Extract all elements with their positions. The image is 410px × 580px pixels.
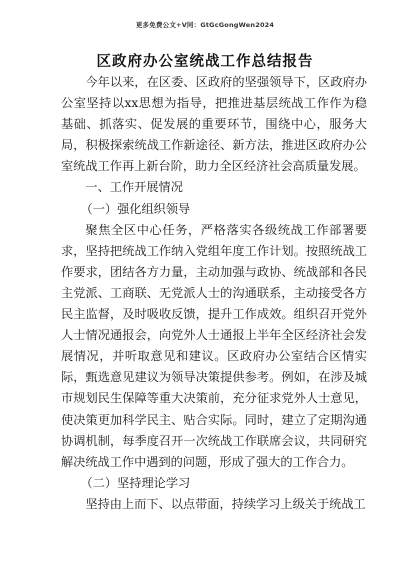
body-paragraph: 聚焦全区中心任务，严格落实各级统战工作部署要求，坚持把统战工作纳入党组年度工作计划。按照统战工作要求，团结各方力量，主动加强与政协、统战部和各民主党派、工商联、无党派人士的沟通联系，主动接受各方民主监督，及时吸收反馈，提升工作成效。组织召开党外人士情况通报会，向党外人士通报上半年全区经济社会发展情况，并听取意见和建议。区政府办公室结合区情实际，甄选意见建议为领导决策提供参考。例如，在涉及城市规划民生保障等重大决策前，充分征求党外人士意见，使决策更加科学民主、贴合实际。同时，建立了定期沟通协调机制，每季度召开一次统战工作联席会议，共同研究解决统战工作中遇到的问题，形成了强大的工作合力。 xyxy=(61,222,367,469)
body-paragraph: 坚持由上而下、以点带面，持续学习上级关于统战工 xyxy=(85,496,366,511)
header-note: 更多免费公文+V同：GtGcGongWen2024 xyxy=(135,21,275,29)
document-title: 区政府办公室统战工作总结报告 xyxy=(96,53,314,70)
section-heading: 一、工作开展情况 xyxy=(85,180,183,195)
document-body xyxy=(61,72,367,515)
intro-paragraph: 今年以来，在区委、区政府的坚强领导下，区政府办公室坚持以xx思想为指导，把推进基层统战工作作为稳基础、抓落实、促发展的重要环节，围绕中心，服务大局，积极探索统战工作新途径、新方法，推进区政府办公室统战工作再上新台阶，助力全区经济社会高质量发展。 xyxy=(61,75,367,174)
subsection-heading: （二）坚持理论学习 xyxy=(80,475,191,490)
subsection-heading: （一）强化组织领导 xyxy=(80,201,191,216)
